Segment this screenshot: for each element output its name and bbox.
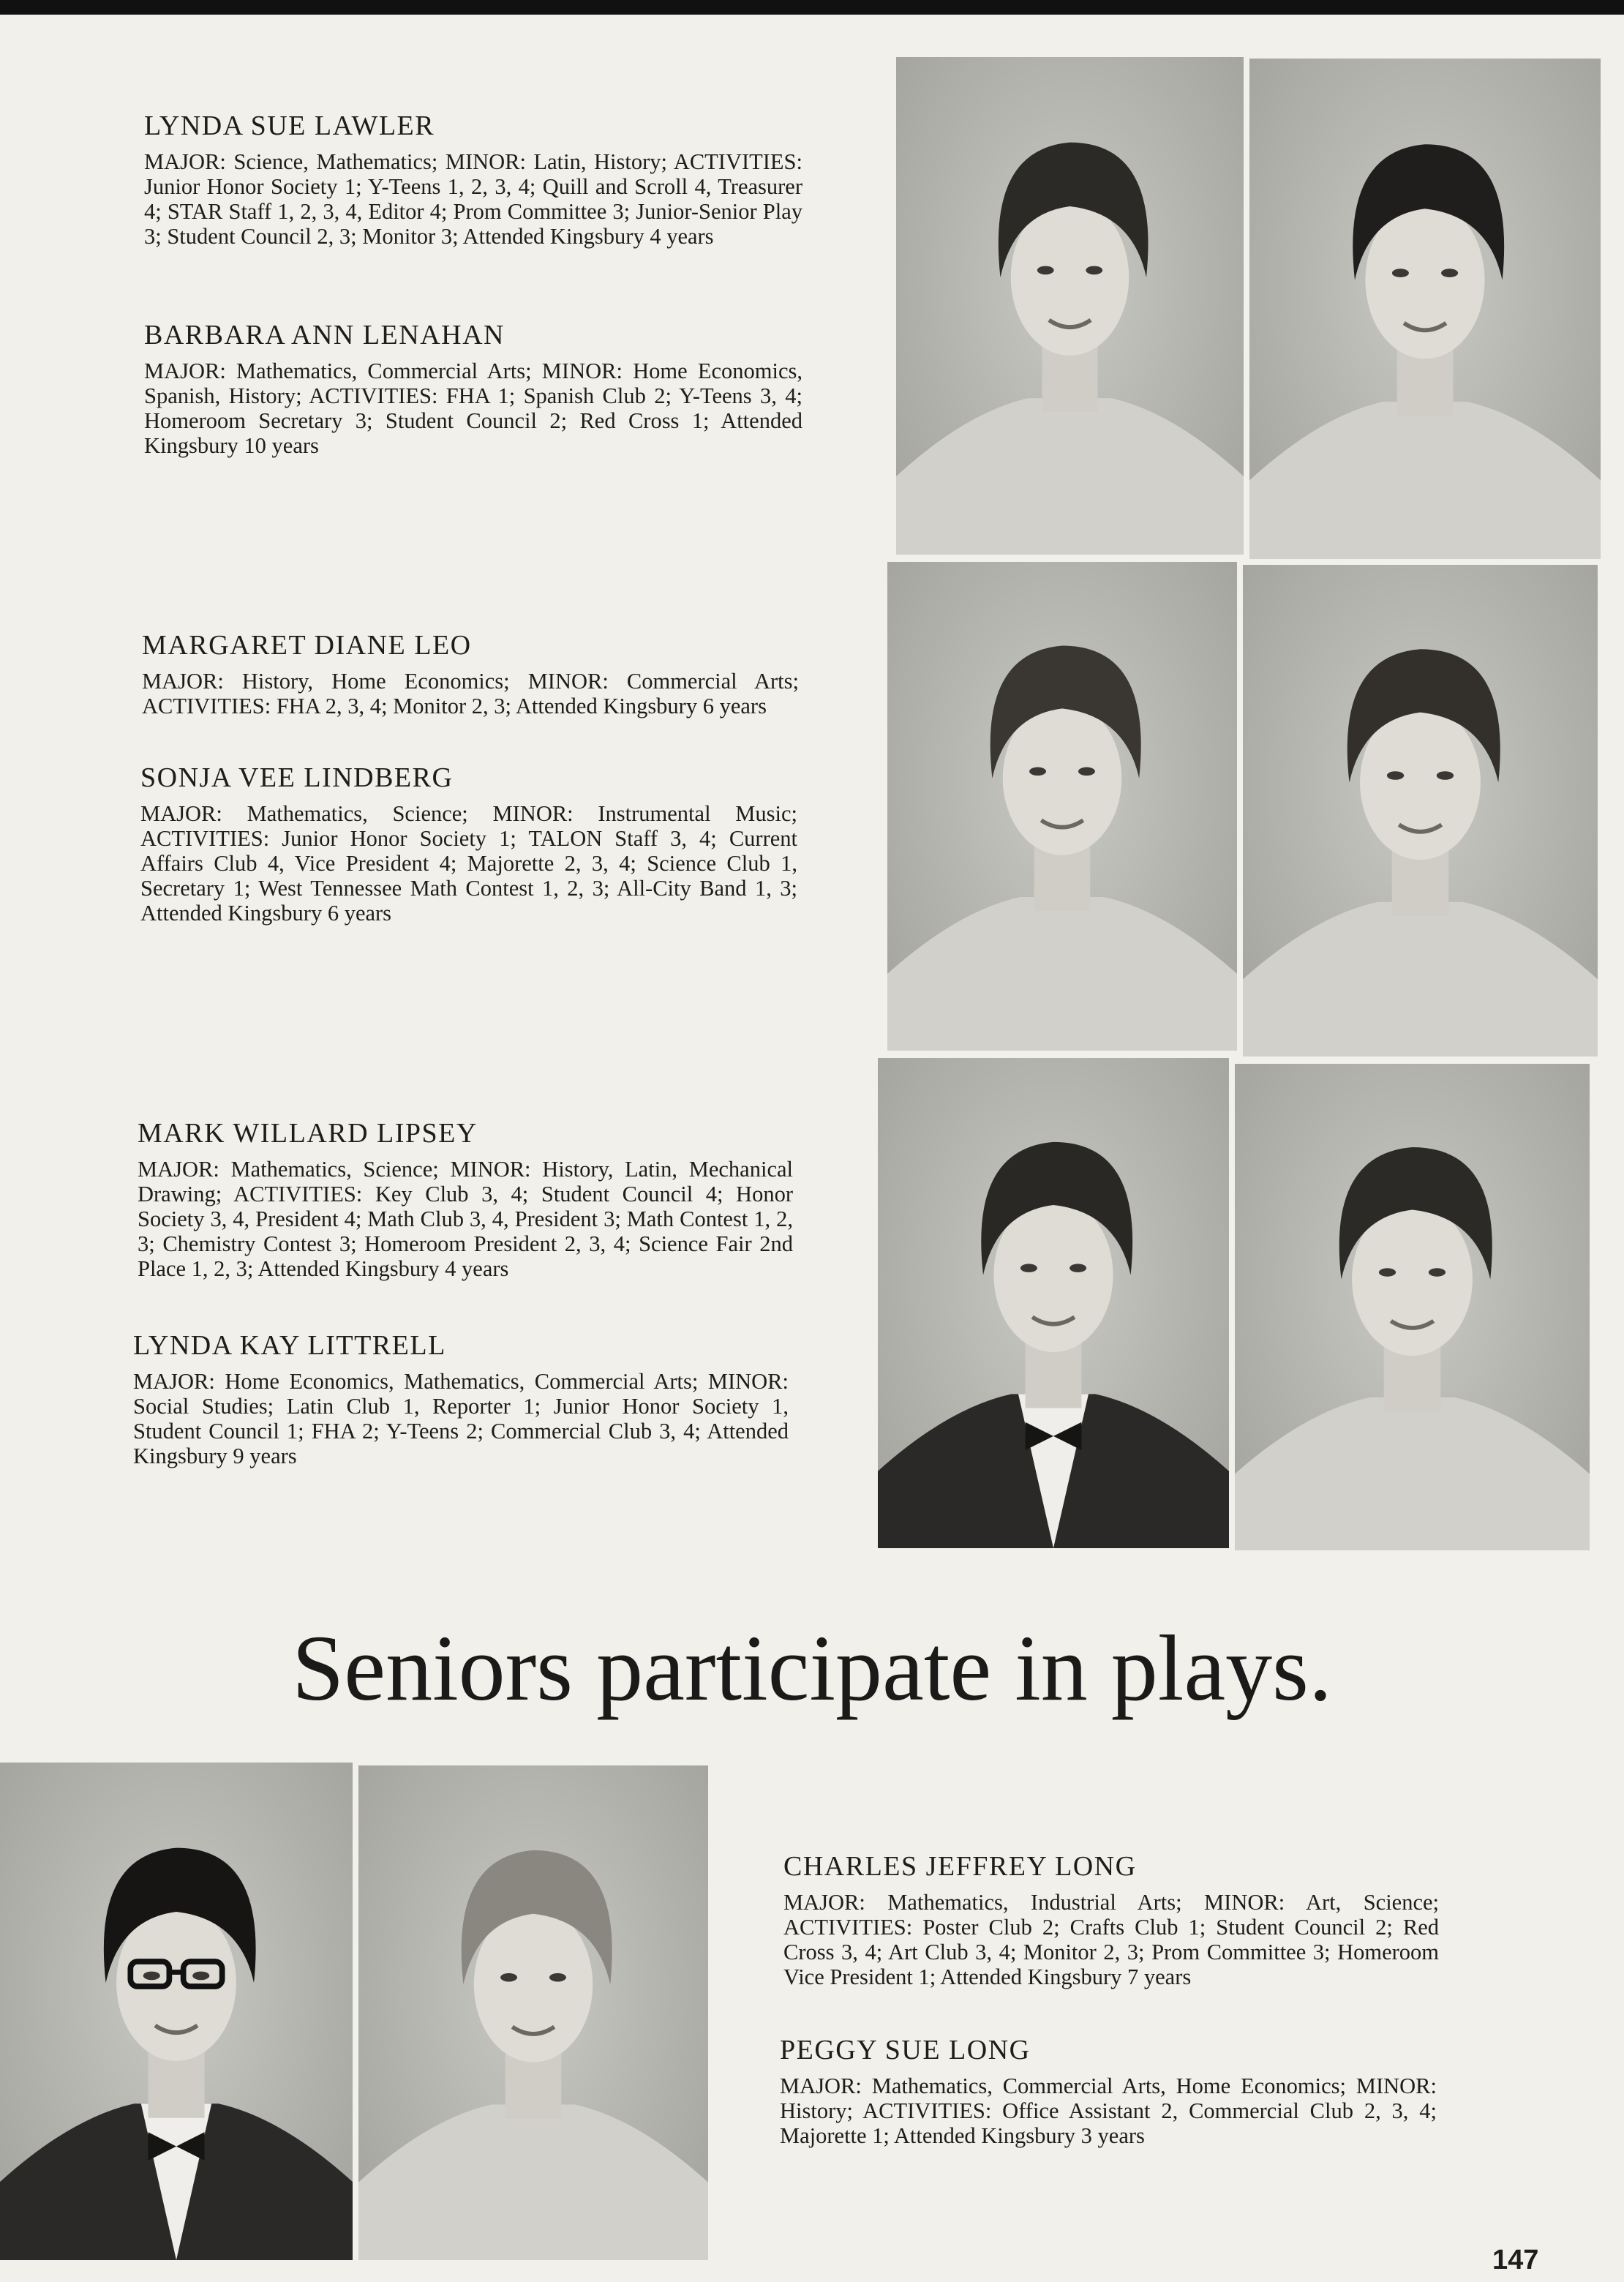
- portrait-photo-lenahan: [1249, 59, 1601, 559]
- student-bio: MAJOR: Mathematics, Science; MINOR: History, Latin, Mechanical Drawing; ACTIVITIES: Key Club 3, 4; Student Council 4; Honor Society 3, 4, President 4; Math Club 3, 4, President 3; Math Contest 1, 2, 3; Chemistry Contest 3; Homeroom President 2, 3, 4; Science Fair 2nd Place 1, 2, 3; Attended Kingsbury 4 years: [138, 1157, 793, 1281]
- portrait-image: [358, 1765, 708, 2260]
- bio-peggy-sue-long: [780, 2034, 1437, 2148]
- portrait-photo-charles-long: [0, 1763, 353, 2260]
- portrait-photo-littrell: [1235, 1064, 1590, 1550]
- student-bio: MAJOR: Science, Mathematics; MINOR: Latin, History; ACTIVITIES: Junior Honor Society 1; Y-Teens 1, 2, 3, 4; Quill and Scroll 4, Treasurer 4; STAR Staff 1, 2, 3, 4, Editor 4; Prom Committee 3; Junior-Senior Play 3; Student Council 2, 3; Monitor 3; Attended Kingsbury 4 years: [144, 149, 802, 249]
- student-name: MARK WILLARD LIPSEY: [138, 1118, 478, 1149]
- student-bio: MAJOR: Home Economics, Mathematics, Commercial Arts; MINOR: Social Studies; Latin Club 1, Reporter 1; Junior Honor Society 1, Student Council 1; FHA 2; Y-Teens 2; Commercial Club 3, 4; Attended Kingsbury 9 years: [133, 1369, 789, 1468]
- portrait-image: [1243, 565, 1598, 1056]
- bio-margaret-diane-leo: [142, 629, 799, 718]
- student-name: BARBARA ANN LENAHAN: [144, 320, 505, 350]
- bio-charles-jeffrey-long: [783, 1850, 1439, 1989]
- portrait-photo-lipsey: [878, 1058, 1229, 1548]
- student-name: MARGARET DIANE LEO: [142, 630, 472, 661]
- page-headline: Seniors participate in plays.: [292, 1616, 1332, 1720]
- student-bio: MAJOR: Mathematics, Science; MINOR: Instrumental Music; ACTIVITIES: Junior Honor Society 1; TALON Staff 3, 4; Current Affairs Club 4, Vice President 4; Majorette 2, 3, 4; Science Club 1, Secretary 1; West Tennessee Math Contest 1, 2, 3; All-City Band 1, 3; Attended Kingsbury 6 years: [140, 801, 797, 926]
- portrait-image: [878, 1058, 1229, 1548]
- portrait-image: [1235, 1064, 1590, 1550]
- portrait-photo-lindberg: [1243, 565, 1598, 1056]
- page-number: 147: [1492, 2245, 1539, 2275]
- portrait-image: [896, 57, 1244, 555]
- bio-lynda-sue-lawler: [144, 110, 802, 249]
- portrait-image: [1249, 59, 1601, 559]
- portrait-photo-peggy-long: [358, 1765, 708, 2260]
- portrait-image: [887, 562, 1237, 1051]
- bio-sonja-vee-lindberg: [140, 762, 797, 926]
- student-name: LYNDA KAY LITTRELL: [133, 1330, 446, 1361]
- student-name: SONJA VEE LINDBERG: [140, 762, 454, 793]
- scan-top-edge: [0, 0, 1624, 15]
- portrait-image: [0, 1763, 353, 2260]
- bio-lynda-kay-littrell: [133, 1329, 789, 1468]
- portrait-photo-leo: [887, 562, 1237, 1051]
- bio-barbara-ann-lenahan: [144, 319, 802, 458]
- student-bio: MAJOR: Mathematics, Industrial Arts; MINOR: Art, Science; ACTIVITIES: Poster Club 2; Crafts Club 1; Student Council 2; Red Cross 3, 4; Art Club 3, 4; Monitor 2, 3; Prom Committee 3; Homeroom Vice President 1; Attended Kingsbury 7 years: [783, 1890, 1439, 1989]
- student-name: LYNDA SUE LAWLER: [144, 110, 435, 141]
- student-name: PEGGY SUE LONG: [780, 2035, 1031, 2065]
- student-bio: MAJOR: Mathematics, Commercial Arts, Home Economics; MINOR: History; ACTIVITIES: Office Assistant 2, Commercial Club 2, 3, 4; Majorette 1; Attended Kingsbury 3 years: [780, 2073, 1437, 2148]
- student-bio: MAJOR: Mathematics, Commercial Arts; MINOR: Home Economics, Spanish, History; ACTIVITIES: FHA 1; Spanish Club 2; Y-Teens 3, 4; Homeroom Secretary 3; Student Council 2; Red Cross 1; Attended Kingsbury 10 years: [144, 359, 802, 458]
- portrait-photo-lawler: [896, 57, 1244, 555]
- student-name: CHARLES JEFFREY LONG: [783, 1851, 1137, 1882]
- student-bio: MAJOR: History, Home Economics; MINOR: Commercial Arts; ACTIVITIES: FHA 2, 3, 4; Monitor 2, 3; Attended Kingsbury 6 years: [142, 669, 799, 718]
- bio-mark-willard-lipsey: [138, 1117, 793, 1281]
